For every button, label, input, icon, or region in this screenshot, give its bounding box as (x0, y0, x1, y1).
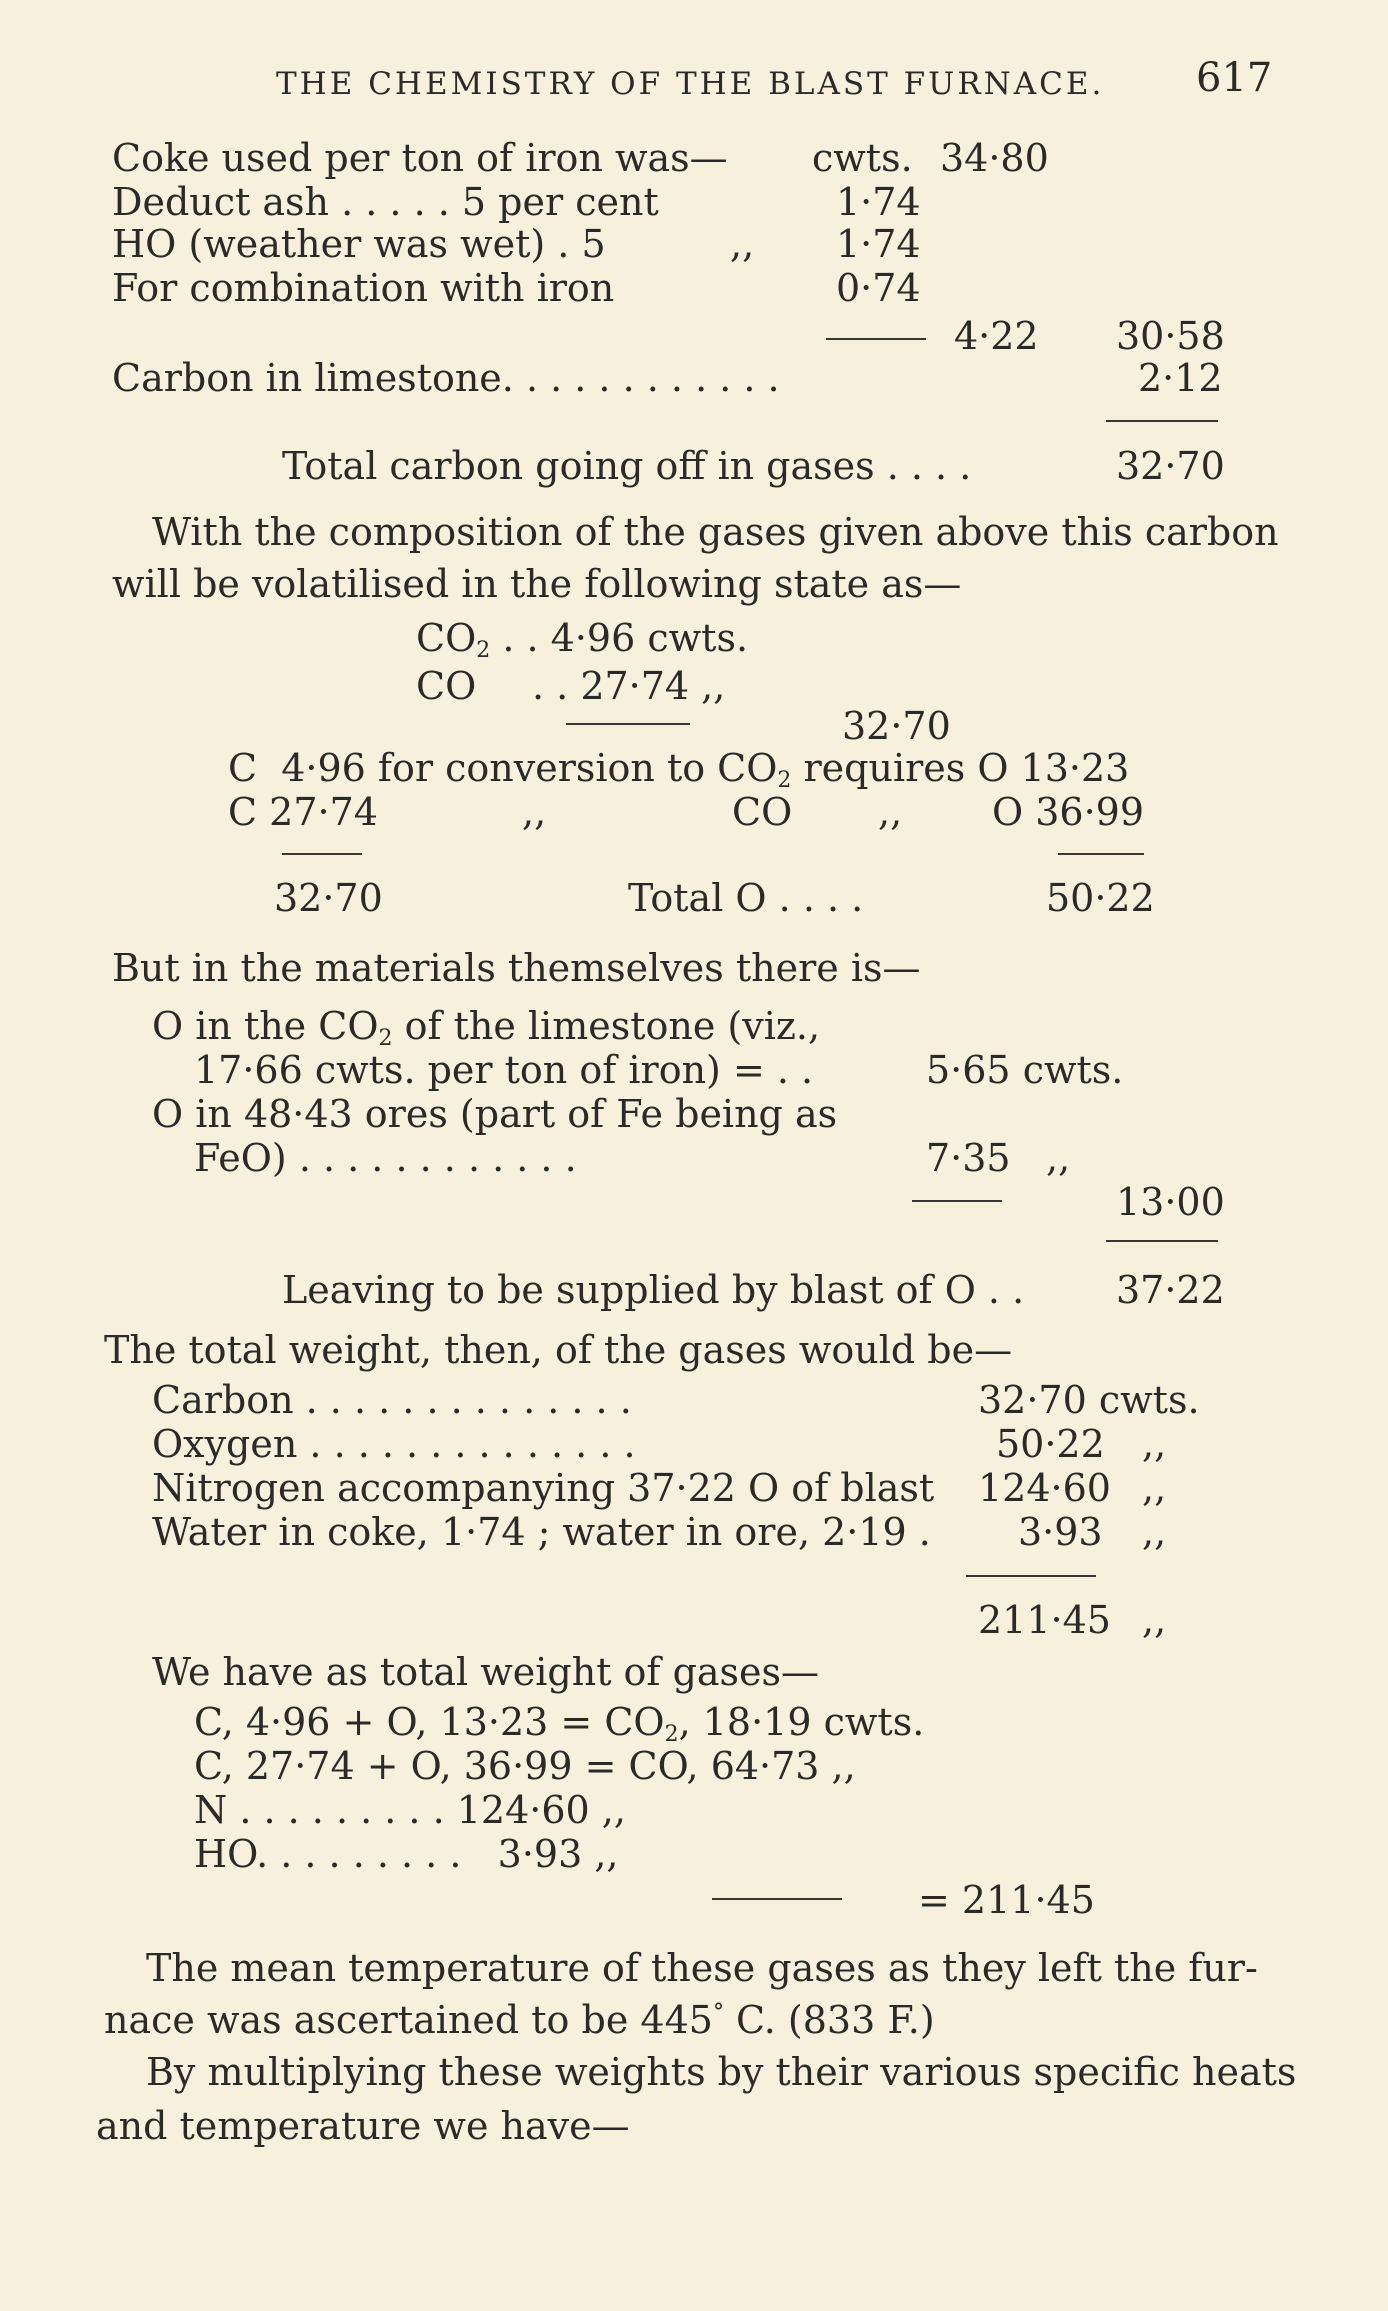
ash-value: 1·74 (836, 180, 921, 224)
oxygen-value: 50·22 (996, 1422, 1105, 1466)
oxygen-label: Oxygen . . . . . . . . . . . . . . (152, 1422, 636, 1466)
net-coke-value: 30·58 (1116, 314, 1225, 358)
page-number: 617 (1196, 55, 1273, 101)
co-value: . . 27·74 ,, (532, 664, 726, 708)
sum-rule (712, 1898, 842, 1900)
water-value: 3·93 (1018, 1510, 1103, 1554)
ore-oxygen-value: 7·35 (926, 1136, 1011, 1180)
total-oxygen-label: Total O . . . . (628, 876, 864, 920)
ditto-mark: ,, (1046, 1136, 1071, 1180)
limestone-oxygen-line-2: 17·66 cwts. per ton of iron) = . . (194, 1048, 814, 1092)
gases-weight-sum: 211·45 (978, 1598, 1111, 1642)
total-carbon-value: 32·70 (1116, 444, 1225, 488)
sum-rule (1058, 853, 1144, 855)
materials-intro: But in the materials themselves there is— (112, 946, 921, 990)
coke-unit: cwts. (812, 136, 913, 180)
ho-label: HO (weather was wet) . 5 (112, 222, 606, 266)
co-label: CO (416, 664, 477, 708)
conversion-row-1: C 4·96 for conversion to $CO_2$ requires O 13·23 (228, 746, 1130, 793)
ditto-mark: ,, (1142, 1466, 1167, 1510)
ash-label: Deduct ash . . . . . 5 per cent (112, 180, 659, 224)
paragraph-line: With the composition of the gases given above this carbon (152, 510, 1279, 554)
sum-rule (282, 853, 362, 855)
sum-rule (566, 723, 690, 725)
ditto-mark: ,, (1142, 1422, 1167, 1466)
subtotal-rule (826, 338, 926, 340)
water-label: Water in coke, 1·74 ; water in ore, 2·19 . (152, 1510, 931, 1554)
blast-oxygen-label: Leaving to be supplied by blast of O . . (282, 1268, 1025, 1312)
ore-oxygen-line: O in 48·43 ores (part of Fe being as (152, 1092, 838, 1136)
sum-rule (1106, 1240, 1218, 1242)
water-weight-line: HO. . . . . . . . . 3·93 ,, (194, 1832, 619, 1876)
total-carbon-label: Total carbon going off in gases . . . . (282, 444, 972, 488)
co2-line: $CO_2$ . . 4·96 cwts. (416, 616, 749, 663)
conversion-row-2-carbon: C 27·74 (228, 790, 378, 834)
ditto-mark: ,, (1142, 1598, 1167, 1642)
running-header: THE CHEMISTRY OF THE BLAST FURNACE. (276, 66, 1105, 102)
total-oxygen-value: 50·22 (1046, 876, 1155, 920)
coke-label: Coke used per ton of iron was— (112, 136, 728, 180)
conversion-row-2-co: CO (732, 790, 793, 834)
total-weight-intro: We have as total weight of gases— (152, 1650, 820, 1694)
deduction-subtotal: 4·22 (954, 314, 1039, 358)
grand-total: = 211·45 (918, 1878, 1095, 1922)
iron-value: 0·74 (836, 266, 921, 310)
ditto-mark: ,, (878, 790, 903, 834)
total-rule (1106, 420, 1218, 422)
carbon-sum: 32·70 (274, 876, 383, 920)
ore-oxygen-line-2: FeO) . . . . . . . . . . . . (194, 1136, 577, 1180)
coke-value: 34·80 (940, 136, 1049, 180)
limestone-value: 2·12 (1138, 356, 1223, 400)
blast-oxygen-value: 37·22 (1116, 1268, 1225, 1312)
nitrogen-label: Nitrogen accompanying 37·22 O of blast (152, 1466, 935, 1510)
gases-intro: The total weight, then, of the gases would be— (104, 1328, 1013, 1372)
nitrogen-value: 124·60 (978, 1466, 1111, 1510)
materials-oxygen-sum: 13·00 (1116, 1180, 1225, 1224)
sum-rule (912, 1200, 1002, 1202)
carbon-value: 32·70 cwts. (978, 1378, 1200, 1422)
co-sum: 32·70 (842, 704, 951, 748)
sum-rule (966, 1575, 1096, 1577)
limestone-oxygen-value: 5·65 cwts. (926, 1048, 1124, 1092)
co2-weight-line: C, 4·96 + O, $13\cdot 23 = CO_2$, 18·19 cwts. (194, 1700, 925, 1747)
ho-ditto: ,, (730, 222, 755, 266)
conversion-row-2-oxygen: O 36·99 (992, 790, 1145, 834)
nitrogen-weight-line: N . . . . . . . . . 124·60 ,, (194, 1788, 626, 1832)
ho-value: 1·74 (836, 222, 921, 266)
paragraph-line: The mean temperature of these gases as they left the fur- (146, 1946, 1258, 1990)
limestone-label: Carbon in limestone. . . . . . . . . . . . (112, 356, 780, 400)
ditto-mark: ,, (1142, 1510, 1167, 1554)
paragraph-line: By multiplying these weights by their various specific heats (146, 2050, 1297, 2094)
co-weight-line: C, 27·74 + O, 36·99 = CO, 64·73 ,, (194, 1744, 856, 1788)
iron-label: For combination with iron (112, 266, 615, 310)
paragraph-line: will be volatilised in the following state as— (112, 562, 962, 606)
ditto-mark: ,, (522, 790, 547, 834)
paragraph-line: nace was ascertained to be 445° C. (833 F.) (104, 1998, 935, 2042)
paragraph-line: and temperature we have— (96, 2104, 630, 2148)
carbon-label: Carbon . . . . . . . . . . . . . . (152, 1378, 632, 1422)
limestone-oxygen-line: O in the $CO_2$ of the limestone (viz., (152, 1004, 821, 1051)
